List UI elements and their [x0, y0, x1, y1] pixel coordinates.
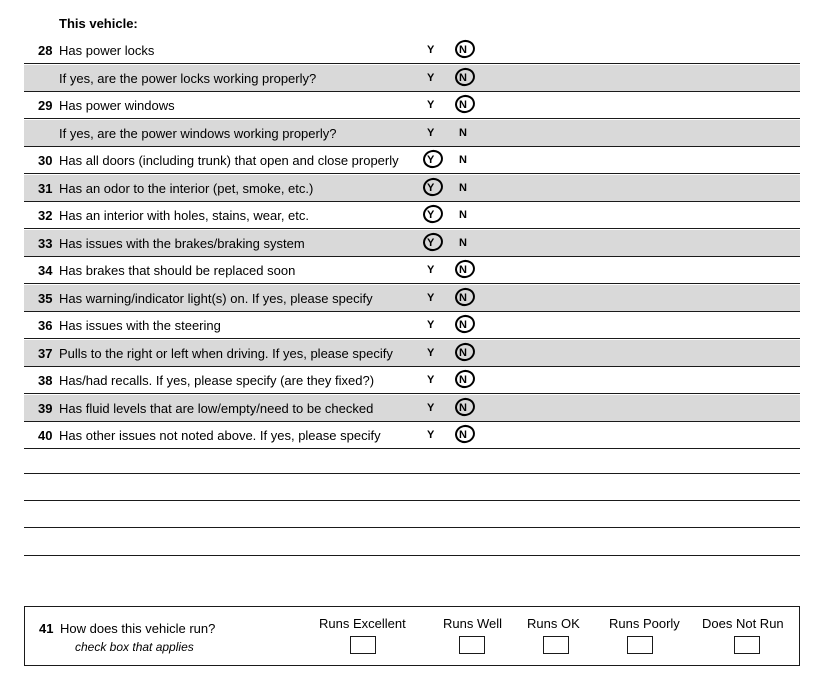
no-option[interactable]: N	[459, 126, 467, 139]
handwritten-circle-mark	[452, 396, 478, 418]
no-option[interactable]: N	[459, 346, 467, 359]
yes-option[interactable]: Y	[427, 181, 435, 194]
yes-option[interactable]: Y	[427, 126, 435, 139]
question-number: 40	[38, 428, 53, 443]
question-number: 41	[39, 621, 54, 636]
handwritten-circle-mark	[452, 313, 478, 335]
yes-option[interactable]: Y	[427, 264, 435, 276]
yes-option[interactable]: Y	[427, 291, 435, 304]
handwritten-circle-mark	[420, 203, 446, 225]
question-text: Has brakes that should be replaced soon	[59, 263, 296, 278]
question-text: Has/had recalls. If yes, please specify (are they fixed?)	[59, 373, 375, 388]
question-row	[24, 202, 800, 229]
no-option[interactable]: N	[459, 236, 467, 249]
blank-line[interactable]	[24, 527, 800, 556]
question-number: 31	[38, 180, 53, 196]
handwritten-circle-mark	[452, 258, 478, 280]
question-number: 38	[38, 373, 53, 388]
yes-option[interactable]: Y	[427, 346, 435, 359]
handwritten-circle-mark	[452, 368, 478, 390]
runs-excellent-checkbox[interactable]	[350, 636, 376, 654]
runs-well-checkbox[interactable]	[459, 636, 485, 654]
handwritten-circle-mark	[452, 341, 478, 363]
question-number: 39	[38, 400, 53, 416]
option-label: Does Not Run	[702, 616, 784, 631]
blank-line[interactable]	[24, 473, 800, 501]
question-number: 33	[38, 235, 53, 251]
blank-line[interactable]	[24, 446, 800, 474]
handwritten-circle-mark	[452, 66, 478, 88]
question-row	[24, 65, 800, 92]
handwritten-circle-mark	[420, 176, 446, 198]
no-option[interactable]: N	[459, 429, 467, 441]
question-text: Has an interior with holes, stains, wear, etc.	[59, 208, 310, 223]
question-row	[24, 285, 800, 312]
question-text: Has issues with the steering	[59, 318, 221, 333]
no-option[interactable]: N	[459, 154, 467, 166]
question-text: Has all doors (including trunk) that open and close properly	[59, 153, 399, 168]
no-option[interactable]: N	[459, 319, 467, 331]
handwritten-circle-mark	[452, 286, 478, 308]
runs-poorly-checkbox[interactable]	[627, 636, 653, 654]
option-label: Runs Well	[443, 616, 503, 631]
question-text: Has warning/indicator light(s) on. If yes, please specify	[59, 290, 373, 306]
question-text: Has power locks	[59, 43, 155, 58]
no-option[interactable]: N	[459, 374, 467, 386]
question-text: If yes, are the power windows working properly?	[59, 125, 337, 141]
question-row	[24, 230, 800, 257]
no-option[interactable]: N	[459, 44, 467, 56]
yes-option[interactable]: Y	[427, 71, 435, 84]
yes-option[interactable]: Y	[427, 209, 435, 221]
does-not-run-checkbox[interactable]	[734, 636, 760, 654]
question-number: 29	[38, 98, 53, 113]
option-label: Runs Excellent	[319, 616, 406, 631]
question-text: If yes, are the power locks working properly?	[59, 70, 317, 86]
question-row	[24, 92, 800, 119]
question-text: Has other issues not noted above. If yes, please specify	[59, 428, 381, 443]
no-option[interactable]: N	[459, 181, 467, 194]
option-label: Runs Poorly	[609, 616, 680, 631]
yes-option[interactable]: Y	[427, 154, 435, 166]
no-option[interactable]: N	[459, 264, 467, 276]
question-number: 28	[38, 43, 53, 58]
question-text: Has power windows	[59, 98, 175, 113]
question-row	[24, 395, 800, 422]
no-option[interactable]: N	[459, 401, 467, 414]
question-text: Has issues with the brakes/braking system	[59, 235, 305, 251]
no-option[interactable]: N	[459, 209, 467, 221]
yes-option[interactable]: Y	[427, 319, 435, 331]
question-text: Has fluid levels that are low/empty/need to be checked	[59, 400, 374, 416]
question-row	[24, 147, 800, 174]
question-41-box	[24, 606, 800, 666]
question-number: 36	[38, 318, 53, 333]
question-text: How does this vehicle run?	[60, 621, 216, 636]
no-option[interactable]: N	[459, 71, 467, 84]
no-option[interactable]: N	[459, 291, 467, 304]
handwritten-circle-mark	[420, 231, 446, 253]
no-option[interactable]: N	[459, 99, 467, 111]
yes-option[interactable]: Y	[427, 429, 435, 441]
yes-option[interactable]: Y	[427, 99, 435, 111]
question-number: 30	[38, 153, 53, 168]
yes-option[interactable]: Y	[427, 44, 435, 56]
question-number: 34	[38, 263, 53, 278]
question-number: 32	[38, 208, 53, 223]
yes-option[interactable]: Y	[427, 236, 435, 249]
yes-option[interactable]: Y	[427, 374, 435, 386]
question-text: Pulls to the right or left when driving. If yes, please specify	[59, 345, 393, 361]
handwritten-circle-mark	[452, 423, 478, 445]
question-row	[24, 367, 800, 394]
question-number: 37	[38, 345, 53, 361]
question-row	[24, 340, 800, 367]
handwritten-circle-mark	[420, 148, 446, 170]
blank-line[interactable]	[24, 500, 800, 528]
handwritten-circle-mark	[452, 38, 478, 60]
question-number: 35	[38, 290, 53, 306]
question-row	[24, 312, 800, 339]
question-row	[24, 257, 800, 284]
question-row	[24, 37, 800, 64]
question-row	[24, 120, 800, 147]
question-row	[24, 175, 800, 202]
question-text: Has an odor to the interior (pet, smoke, etc.)	[59, 180, 314, 196]
handwritten-circle-mark	[452, 93, 478, 115]
option-label: Runs OK	[527, 616, 580, 631]
question-hint: check box that applies	[75, 640, 194, 654]
yes-option[interactable]: Y	[427, 401, 435, 414]
section-header: This vehicle:	[59, 16, 138, 31]
runs-ok-checkbox[interactable]	[543, 636, 569, 654]
question-row	[24, 422, 800, 449]
